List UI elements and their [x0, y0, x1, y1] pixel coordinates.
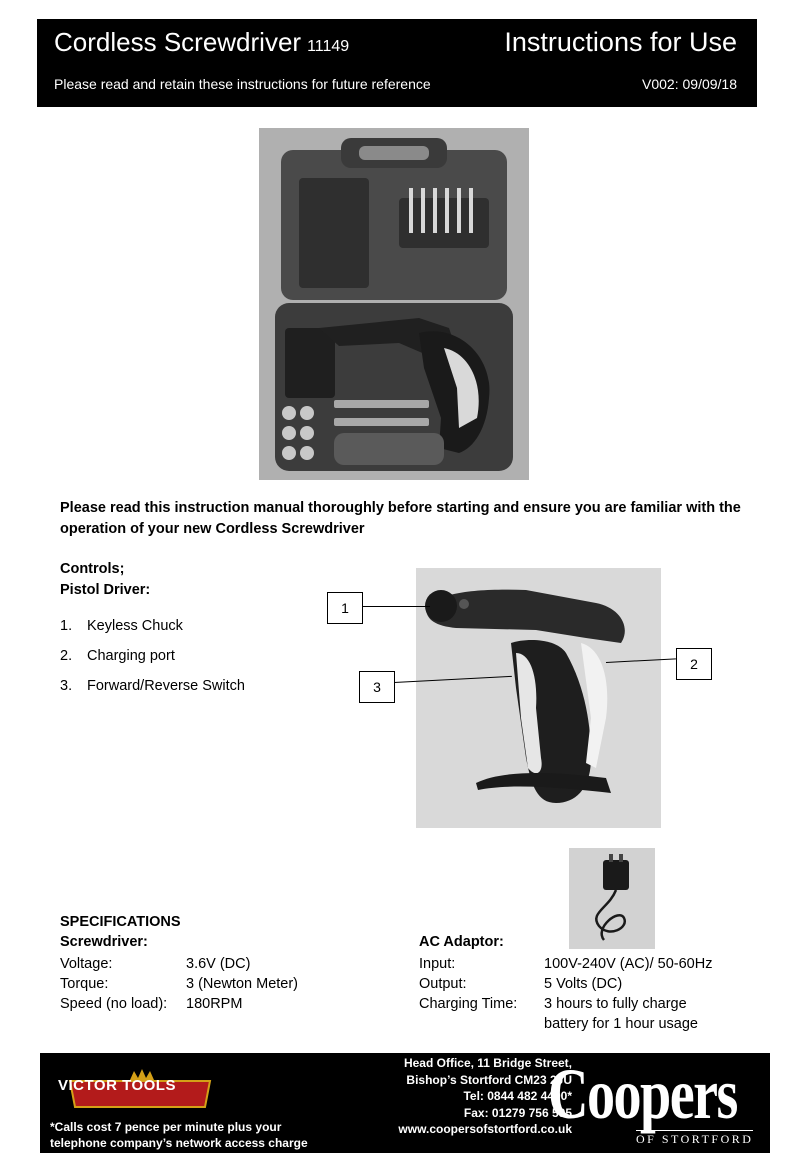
call-charges-note — [50, 1119, 350, 1151]
document-version: V002: 09/09/18 — [642, 76, 737, 92]
item-label: Keyless Chuck — [87, 618, 183, 634]
spec-value: 100V-240V (AC)/ 50-60Hz — [544, 956, 713, 972]
spec-value: 180RPM — [186, 996, 243, 1012]
call-charges-line: telephone company’s network access charge — [50, 1136, 308, 1150]
victor-tools-wordmark: VICTOR TOOLS — [58, 1077, 176, 1094]
intro-paragraph: Please read this instruction manual thoroughly before starting and ensure you are familiar with the operation of your new Cordless Screwdriver — [60, 500, 741, 537]
spec-row — [419, 994, 724, 1034]
model-number: 11149 — [307, 38, 350, 55]
spec-row — [60, 954, 298, 974]
adaptor-specs-title: AC Adaptor: — [419, 934, 504, 950]
fax-number: Fax: 01279 756 595 — [463, 1105, 572, 1120]
spec-key: Input: — [419, 956, 456, 972]
callout-3: 3 — [359, 671, 395, 703]
address-line: Head Office, 11 Bridge Street, — [403, 1056, 572, 1070]
head-office-address — [340, 1055, 572, 1138]
screwdriver-specs — [60, 934, 298, 1014]
spec-row — [419, 954, 724, 974]
item-label: Charging port — [87, 648, 175, 664]
coopers-logo-subtitle: OF STORTFORD — [636, 1132, 754, 1146]
document-subtitle: Please read and retain these instructions for future reference — [54, 76, 431, 92]
spec-value: 5 Volts (DC) — [544, 976, 623, 992]
website-link: www.coopersofstortford.co.uk — [398, 1122, 572, 1136]
product-name: Cordless Screwdriver — [54, 27, 302, 57]
list-item — [60, 648, 245, 678]
callout-1: 1 — [327, 592, 363, 624]
adaptor-specs — [419, 934, 724, 1034]
spec-row — [60, 994, 298, 1014]
screwdriver-specs-title: Screwdriver: — [60, 934, 148, 950]
callout-2: 2 — [676, 648, 712, 680]
controls-list — [60, 618, 245, 708]
address-line: Bishop’s Stortford CM23 2JU — [406, 1072, 572, 1087]
pistol-driver-title: Pistol Driver: — [60, 582, 151, 598]
coopers-logo: Coopers — [548, 1054, 737, 1134]
kit-case-photo — [259, 128, 529, 480]
call-charges-line: *Calls cost 7 pence per minute plus your — [50, 1120, 282, 1134]
controls-heading — [60, 559, 150, 601]
screwdriver-photo — [416, 568, 661, 828]
list-item — [60, 678, 245, 708]
spec-key: Torque: — [60, 976, 109, 992]
document-header — [37, 19, 757, 107]
controls-title: Controls; — [60, 561, 125, 577]
item-label: Forward/Reverse Switch — [87, 678, 245, 694]
spec-row — [60, 974, 298, 994]
spec-value: 3 (Newton Meter) — [186, 976, 299, 992]
spec-value: 3.6V (DC) — [186, 956, 251, 972]
spec-key: Charging Time: — [419, 996, 518, 1012]
callout-line-1 — [362, 606, 430, 607]
spec-row — [419, 974, 724, 994]
spec-key: Voltage: — [60, 956, 113, 972]
document-type: Instructions for Use — [504, 27, 737, 57]
specifications-heading: SPECIFICATIONS — [60, 914, 181, 930]
item-number: 1. — [60, 618, 73, 634]
list-item — [60, 618, 245, 648]
item-number: 2. — [60, 648, 73, 664]
spec-key: Speed (no load): — [60, 996, 168, 1012]
spec-key: Output: — [419, 976, 467, 992]
item-number: 3. — [60, 678, 73, 694]
document-title — [54, 27, 349, 58]
footer-banner — [40, 1053, 770, 1153]
phone-number: Tel: 0844 482 4400* — [463, 1089, 572, 1103]
spec-value: 3 hours to fully charge battery for 1 hour usage — [544, 996, 698, 1032]
